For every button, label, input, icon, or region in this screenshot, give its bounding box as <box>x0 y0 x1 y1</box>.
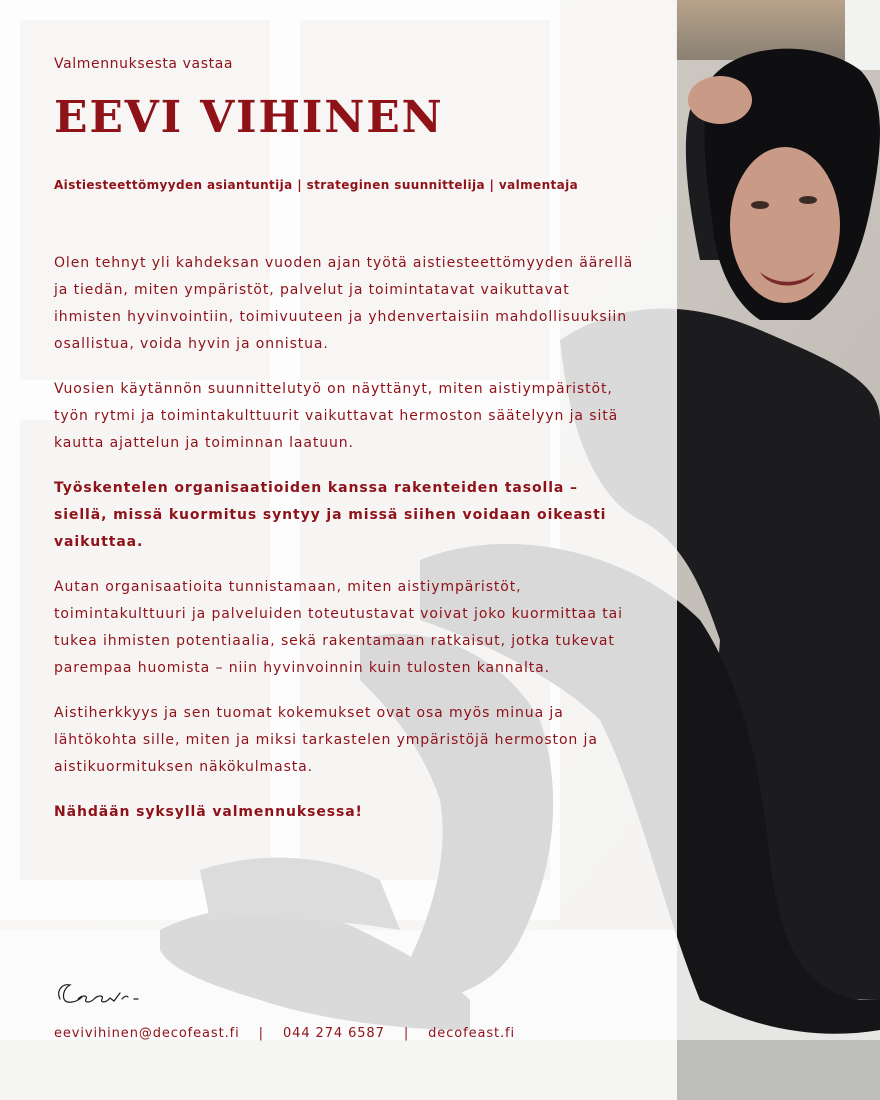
highlight-paragraph: Työskentelen organisaatioiden kanssa rakenteiden tasolla – siellä, missä kuormitus syntyy ja missä siihen voidaan oikeasti vaikuttaa. <box>54 480 607 550</box>
kicker: Valmennuksesta vastaa <box>54 56 234 72</box>
roles-line: Aistiesteettömyyden asiantuntija | strateginen suunnittelija | valmentaja <box>54 178 579 192</box>
paragraph: Aistiherkkyys ja sen tuomat kokemukset ovat osa myös minua ja lähtökohta sille, miten ja miksi tarkastelen ympäristöjä hermoston ja aistikuormituksen näkökulmasta. <box>54 705 598 775</box>
signature-image <box>54 977 164 1011</box>
separator: | <box>403 1026 410 1041</box>
website-link[interactable]: decofeast.fi <box>428 1026 516 1041</box>
paragraph: Autan organisaatioita tunnistamaan, miten aistiympäristöt, toimintakulttuuri ja palveluiden toteutustavat voivat joko kuormittaa tai tukea ihmisten potentiaalia, sekä rakentamaan ratkaisut, jotka tukevat parempaa huomista – niin hyvinvoinnin kuin tulosten kannalta. <box>54 579 623 676</box>
email-link[interactable]: eevivihinen@decofeast.fi <box>54 1026 240 1041</box>
phone-number[interactable]: 044 274 6587 <box>283 1026 385 1041</box>
contact-line <box>54 1026 515 1041</box>
paragraph: Olen tehnyt yli kahdeksan vuoden ajan työtä aistiesteettömyyden äärellä ja tiedän, miten ympäristöt, palvelut ja toimintatavat vaikuttavat ihmisten hyvinvointiin, toimivuuteen ja yhdenvertaisiin mahdollisuuksiin osallistua, voida hyvin ja onnistua. <box>54 255 634 352</box>
closing-line: Nähdään syksyllä valmennuksessa! <box>54 804 363 820</box>
separator: | <box>258 1026 264 1041</box>
page-title: EEVI VIHINEN <box>54 92 444 143</box>
paragraph: Vuosien käytännön suunnittelutyö on näyttänyt, miten aistiympäristöt, työn rytmi ja toimintakulttuurit vaikuttavat hermoston säätelyyn ja sitä kautta ajattelun ja toiminnan laatuun. <box>54 381 619 451</box>
body-text <box>54 250 634 844</box>
